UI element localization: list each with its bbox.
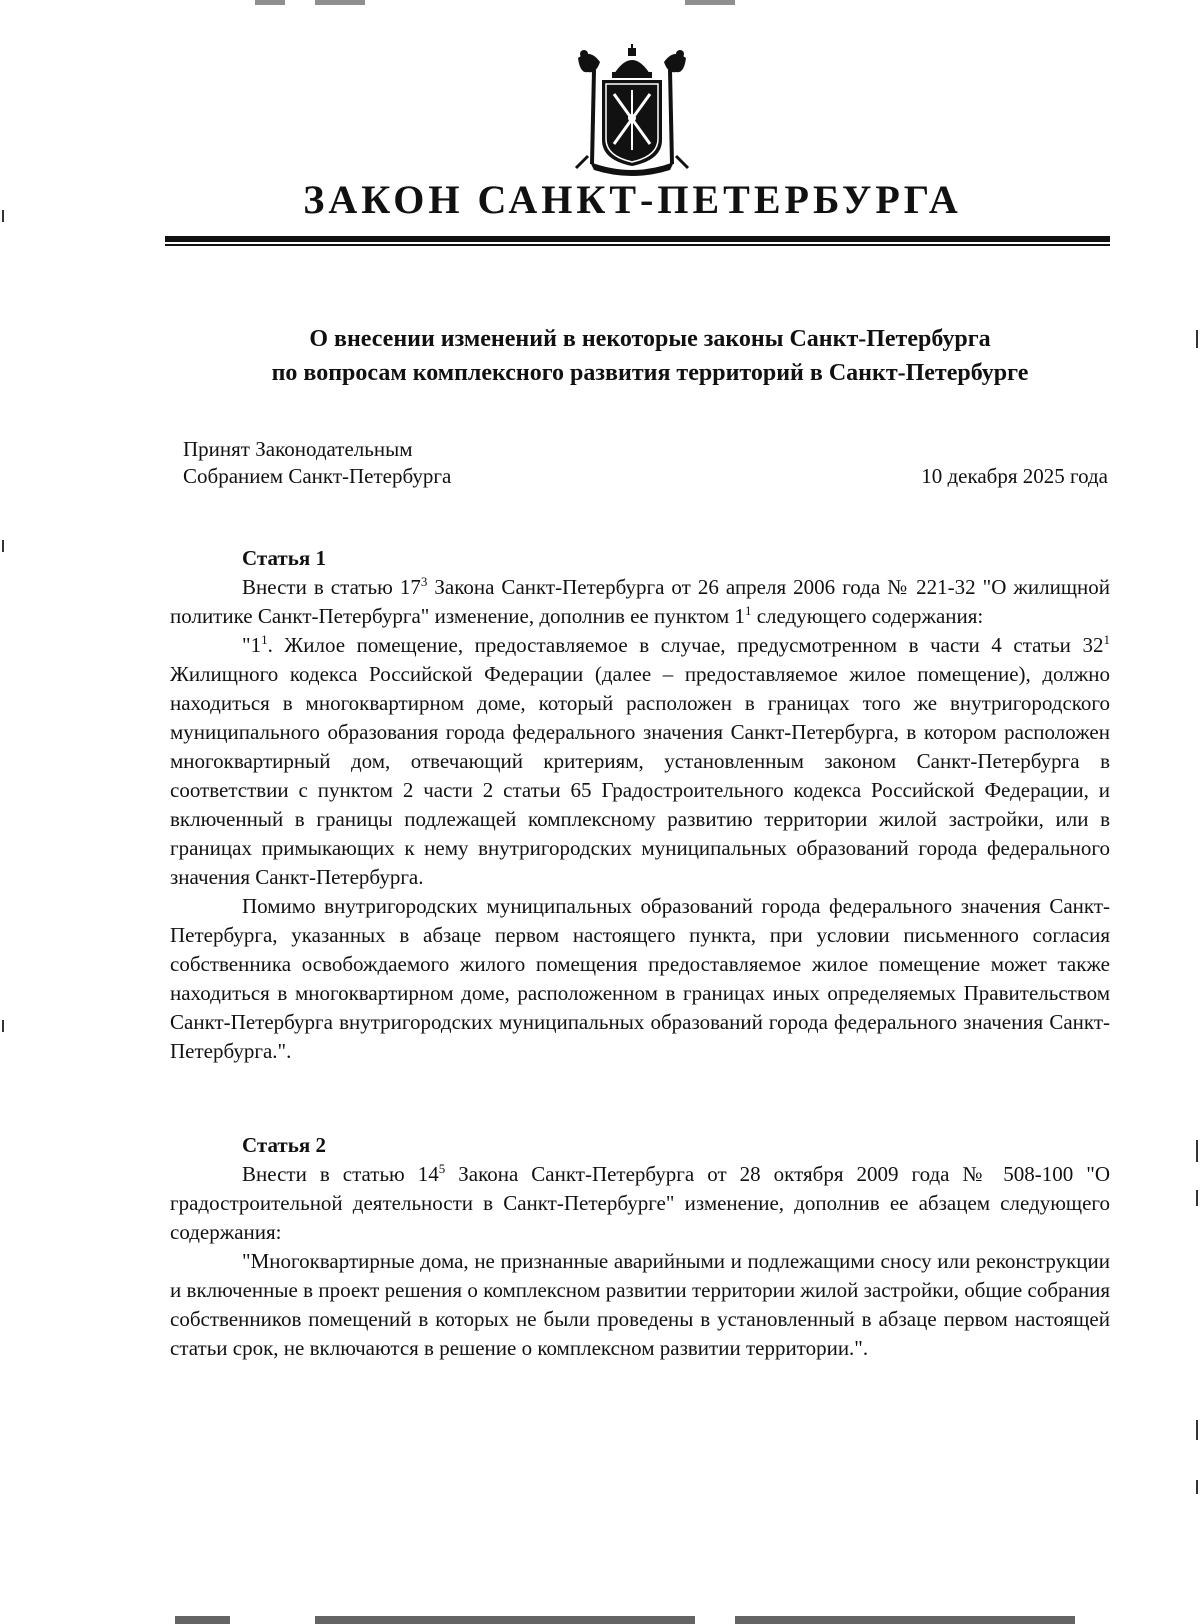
scan-edge-mark xyxy=(2,540,4,552)
adoption-line: Собранием Санкт-Петербурга xyxy=(183,464,452,488)
title-rule-thick xyxy=(165,236,1110,242)
article-paragraph xyxy=(170,573,1110,631)
text-run: Закона Санкт-Петербурга от 26 апреля 2006 года № 221-32 "О жилищной политике Санкт-Петербурга" изменение, дополнив ее пунктом 1 xyxy=(170,575,1111,628)
title-rule-thin xyxy=(165,244,1110,246)
scan-edge-mark xyxy=(2,1020,4,1032)
law-title: ЗАКОН САНКТ-ПЕТЕРБУРГА xyxy=(303,177,962,222)
superscript: 3 xyxy=(420,574,428,589)
adoption-note xyxy=(183,436,451,490)
text-run: Закона Санкт-Петербурга от 28 октября 2009 года № 508-100 "О градостроительной деятельности в Санкт-Петербурге" изменение, дополнив ее абзацем следующего содержания: xyxy=(170,1162,1110,1244)
scan-edge-mark xyxy=(1196,1420,1198,1440)
superscript: 1 xyxy=(261,632,268,647)
text-run: . Жилое помещение, предоставляемое в случае, предусмотренном в части 4 статьи 32 xyxy=(267,633,1104,657)
text-run: Внести в статью 17 xyxy=(242,575,421,599)
article-paragraph: "Многоквартирные дома, не признанные аварийными и подлежащими сносу или реконструкции и включенные в проект решения о комплексном развитии территории жилой застройки, общие собрания собственников помещений в которых не были проведены в установленный в абзаце первом настоящей статьи срок, не включаются в решение о комплексном развитии территории.". xyxy=(170,1249,1110,1360)
article-heading: Статья 1 xyxy=(242,546,326,570)
article-2 xyxy=(170,1131,1110,1363)
text-run: следующего содержания: xyxy=(751,604,984,628)
adoption-date: 10 декабря 2025 года xyxy=(921,464,1108,488)
scan-artifact-top xyxy=(255,0,1125,5)
law-subject-line: О внесении изменений в некоторые законы Санкт-Петербурга xyxy=(309,326,991,352)
adoption-line: Принят Законодательным xyxy=(183,437,413,461)
scan-edge-mark xyxy=(1196,1190,1198,1206)
text-run: Внести в статью 14 xyxy=(242,1162,439,1186)
superscript: 1 xyxy=(1103,632,1110,647)
law-subject-line: по вопросам комплексного развития территорий в Санкт-Петербурге xyxy=(271,360,1029,386)
superscript: 1 xyxy=(744,603,752,618)
text-run: "1 xyxy=(242,633,262,657)
article-1 xyxy=(170,544,1110,1066)
article-paragraph: Помимо внутригородских муниципальных образований города федерального значения Санкт-Петербурга, указанных в абзаце первом настоящего пункта, при условии письменного согласия собственника освобождаемого жилого помещения предоставляемое жилое помещение может также находиться в многоквартирном доме, расположенном в границах иных определяемых Правительством Санкт-Петербурга внутригородских муниципальных образований города федерального значения Санкт-Петербурга.". xyxy=(170,894,1110,1063)
scan-edge-mark xyxy=(1196,1140,1198,1162)
article-heading: Статья 2 xyxy=(242,1133,326,1157)
text-run: Жилищного кодекса Российской Федерации (далее – предоставляемое жилое помещение), должно находиться в многоквартирном доме, который расположен в границах того же внутригородского муниципального образования города федерального значения Санкт-Петербурга, в котором расположен многоквартирный дом, отвечающий критериям, установленным законом Санкт-Петербурга в соответствии с пунктом 2 части 2 статьи 65 Градостроительного кодекса Российской Федерации, и включенный в границы подлежащей комплексному развитию территории жилой застройки, или в границах примыкающих к нему внутригородских муниципальных образований города федерального значения Санкт-Петербурга. xyxy=(170,662,1110,889)
superscript: 5 xyxy=(438,1161,446,1176)
coat-of-arms-emblem-icon xyxy=(570,44,694,176)
scan-edge-mark xyxy=(1196,1480,1198,1494)
scan-artifact-bottom xyxy=(175,1616,1075,1624)
scan-edge-mark xyxy=(1196,330,1198,348)
article-paragraph xyxy=(170,1160,1110,1247)
law-subject xyxy=(150,322,1150,390)
article-paragraph xyxy=(170,631,1110,892)
